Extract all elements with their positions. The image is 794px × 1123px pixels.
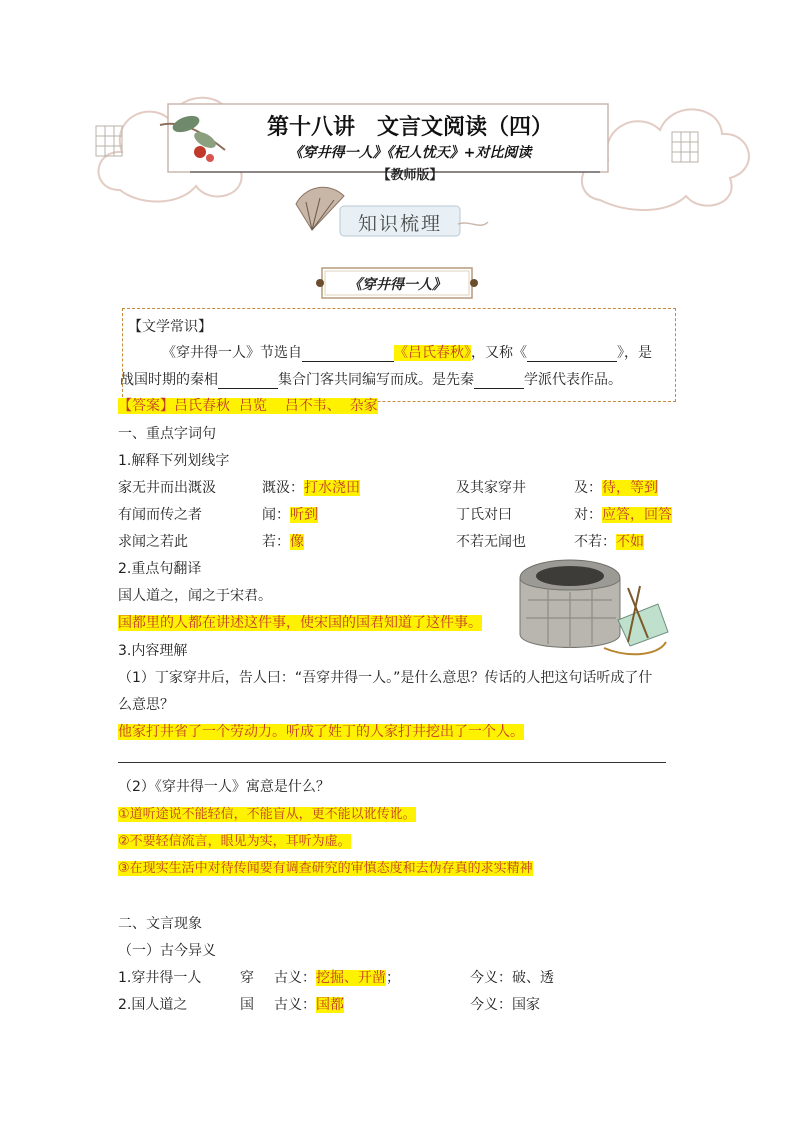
answer-rule (118, 762, 666, 763)
answer-2-item: ③在现实生活中对待传闻要有调查研究的审慎态度和去伪存真的求实精神 (118, 861, 533, 876)
word-item: 1.穿井得一人 (118, 970, 202, 986)
vocab-word: 若：像 (262, 534, 304, 550)
answer-2-item: ①道听途说不能轻信，不能盲从，更不能以讹传讹。 (118, 807, 416, 822)
vocab-word: 闻：听到 (262, 507, 318, 523)
page-title: 第十八讲 文言文阅读（四） (266, 114, 553, 140)
vocab-ctx: 家无井而出溉汲 (118, 480, 216, 496)
section-1-heading: 一、重点字词句 (118, 426, 216, 442)
question-1-line-2: 么意思？ (118, 697, 174, 713)
literary-line-2: 战国时期的秦相 集合门客共同编写而成。是先秦 学派代表作品。 (120, 372, 622, 388)
section-2-sub-1: （一）古今异义 (118, 943, 216, 959)
answer-1: 他家打井省了一个劳动力。听成了姓丁的人家打井挖出了一个人。 (118, 724, 524, 740)
vocab-ctx: 及其家穿井 (456, 480, 526, 496)
edition-label: 【教师版】 (377, 168, 443, 183)
ancient-meaning: 古义：挖掘、开凿； (274, 970, 400, 986)
part-title: 《穿井得一人》 (348, 277, 446, 293)
vocab-ctx: 丁氏对曰 (456, 507, 512, 523)
question-2: （2）《穿井得一人》寓意是什么？ (118, 779, 330, 795)
word-char: 国 (240, 997, 254, 1013)
word-item: 2.国人道之 (118, 997, 188, 1013)
vocab-word: 溉汲：打水浇田 (262, 480, 360, 496)
answer-line (118, 395, 378, 415)
answer-label: 【答案】 (118, 398, 174, 414)
section-1-sub-1: 1.解释下列划线字 (118, 453, 230, 469)
section-1-sub-2: 2.重点句翻译 (118, 561, 202, 577)
answer-text: 吕氏春秋 吕览 吕不韦、 杂家 (174, 398, 378, 414)
modern-meaning: 今义：破、透 (470, 970, 554, 986)
well-illustration (508, 548, 680, 666)
modern-meaning: 今义：国家 (470, 997, 540, 1013)
section-1-sub-3: 3.内容理解 (118, 643, 188, 659)
literary-heading: 【文学常识】 (128, 319, 212, 335)
page-subtitle: 《穿井得一人》《杞人忧天》+对比阅读 (288, 145, 532, 161)
vocab-word: 及：待，等到 (574, 480, 658, 496)
answer-2-item: ②不要轻信流言，眼见为实，耳听为虚。 (118, 834, 351, 849)
vocab-ctx: 不若无闻也 (456, 534, 526, 550)
literary-line-1: 《穿井得一人》节选自 《吕氏春秋》，又称《 》，是 (162, 345, 652, 361)
vocab-ctx: 求闻之若此 (118, 534, 188, 550)
ancient-meaning: 古义：国都 (274, 997, 344, 1013)
word-char: 穿 (240, 970, 254, 986)
fan-icon (296, 187, 344, 230)
vocab-ctx: 有闻而传之者 (118, 507, 202, 523)
vocab-word: 不若：不如 (574, 534, 644, 550)
key-sentence: 国人道之，闻之于宋君。 (118, 588, 272, 604)
question-1-line-1: （1）丁家穿井后，告人曰：“吾穿井得一人。”是什么意思？传话的人把这句话听成了什 (118, 670, 653, 686)
vocab-word: 对：应答，回答 (574, 507, 672, 523)
section-2-heading: 二、文言现象 (118, 916, 202, 932)
section-banner: 知识梳理 (357, 213, 442, 235)
translation-answer: 国都里的人都在讲述这件事，使宋国的国君知道了这件事。 (118, 615, 482, 631)
